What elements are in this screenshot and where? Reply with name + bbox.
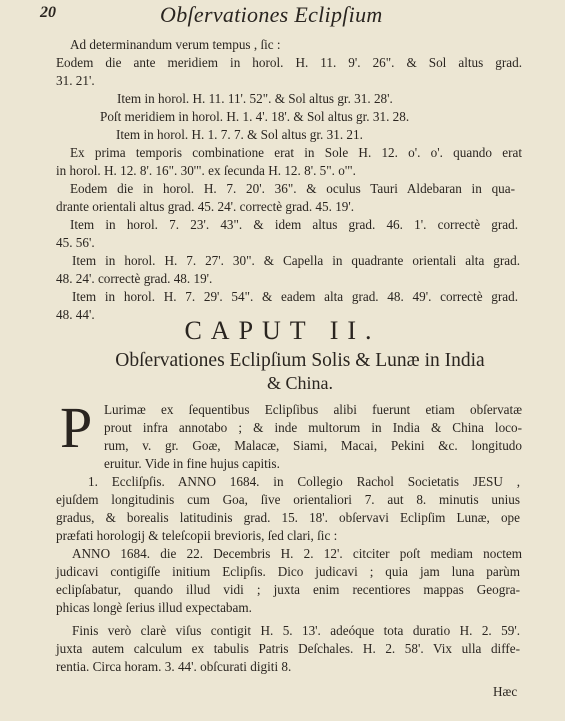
text-line: præfati horologij & teleſcopii brevioris, ſed clari, ſic :	[56, 528, 338, 543]
text-line: ANNO 1684. die 22. Decembris H. 2. 12'. citciter poſt mediam noctem	[72, 546, 522, 561]
text-line: rum, v. gr. Goæ, Malacæ, Siami, Macai, Pekini &c. longitudo	[104, 438, 522, 453]
drop-cap: P	[60, 395, 93, 460]
text-line: 48. 24'. correctè grad. 48. 19'.	[56, 271, 213, 286]
text-line: Poſt meridiem in horol. H. 1. 4'. 18'. & Sol altus gr. 31. 28.	[100, 109, 410, 124]
text-line: in horol. H. 12. 8'. 16". 30'". ex ſecunda H. 12. 8'. 5". o'".	[56, 163, 356, 178]
chapter-heading: CAPUT II.	[184, 316, 381, 345]
text-line: Lurimæ ex ſequentibus Eclipſibus alibi fuerunt etiam obſervatæ	[104, 402, 522, 417]
text-line: Finis verò clarè viſus contigit H. 5. 13'. adeóque tota duratio H. 2. 59'.	[72, 623, 520, 638]
chapter-title-continued: & China.	[267, 373, 333, 393]
text-line: 45. 56'.	[56, 235, 95, 250]
text-line: gradus, & borealis latitudinis grad. 15. 18'. obſervavi Eclipſim Lunæ, ope	[56, 510, 520, 525]
text-line: drante orientali altus grad. 45. 24'. correctè grad. 45. 19'.	[56, 199, 355, 214]
running-title: Obſervationes Eclipſium	[160, 2, 383, 27]
text-line: Eodem die in horol. H. 7. 20'. 36". & oculus Tauri Aldebaran in qua-	[70, 181, 515, 196]
text-line: 48. 44'.	[56, 307, 95, 322]
text-line: Item in horol. H. 7. 27'. 30". & Capella in quadrante orientali alta grad.	[72, 253, 520, 268]
text-line: Ad determinandum verum tempus , ſic :	[70, 37, 281, 52]
catchword: Hæc	[493, 684, 518, 699]
chapter-title: Obſervationes Eclipſium Solis & Lunæ in India	[115, 350, 485, 371]
text-line: phicas longè ſerius illud expectabam.	[56, 600, 252, 615]
text-line: Ex prima temporis combinatione erat in Sole H. 12. o'. o'. quando erat	[70, 145, 522, 160]
text-line: Item in horol. H. 11. 11'. 52". & Sol altus gr. 31. 28'.	[117, 91, 393, 106]
text-line: Item in horol. H. 1. 7. 7. & Sol altus gr. 31. 21.	[116, 127, 363, 142]
text-line: eruitur. Vide in fine hujus capitis.	[104, 456, 280, 471]
page-number: 20	[40, 4, 56, 21]
text-line: Item in horol. 7. 23'. 43". & idem altus grad. 46. 1'. correctè grad.	[70, 217, 518, 232]
text-line: eclipſabatur, quando illud vidi ; juxta enim recentiores mappas Geogra-	[56, 582, 520, 597]
text-line: Eodem die ante meridiem in horol. H. 11. 9'. 26". & Sol altus grad.	[56, 55, 522, 70]
text-line: rentia. Circa horam. 3. 44'. obſcurati digiti 8.	[56, 659, 292, 674]
text-line: prout infra annotabo ; & inde multorum in India & China loco-	[104, 420, 522, 435]
text-line: ejuſdem longitudinis cum Goa, ſive orientaliori 7. aut 8. minutis unius	[56, 492, 520, 507]
text-line: juxta autem calculum ex tabulis Patris Deſchales. H. 2. 58'. Vix ulla diffe-	[56, 641, 520, 656]
page-header	[0, 2, 565, 28]
text-line: Item in horol. H. 7. 29'. 54". & eadem alta grad. 48. 49'. correctè grad.	[72, 289, 518, 304]
text-line: judicavi contigiſſe initium Eclipſis. Dico judicavi ; quia jam luna parùm	[56, 564, 520, 579]
text-line: 31. 21'.	[56, 73, 95, 88]
text-line: 1. Eccliſpſis. ANNO 1684. in Collegio Rachol Societatis JESU ,	[88, 474, 520, 489]
